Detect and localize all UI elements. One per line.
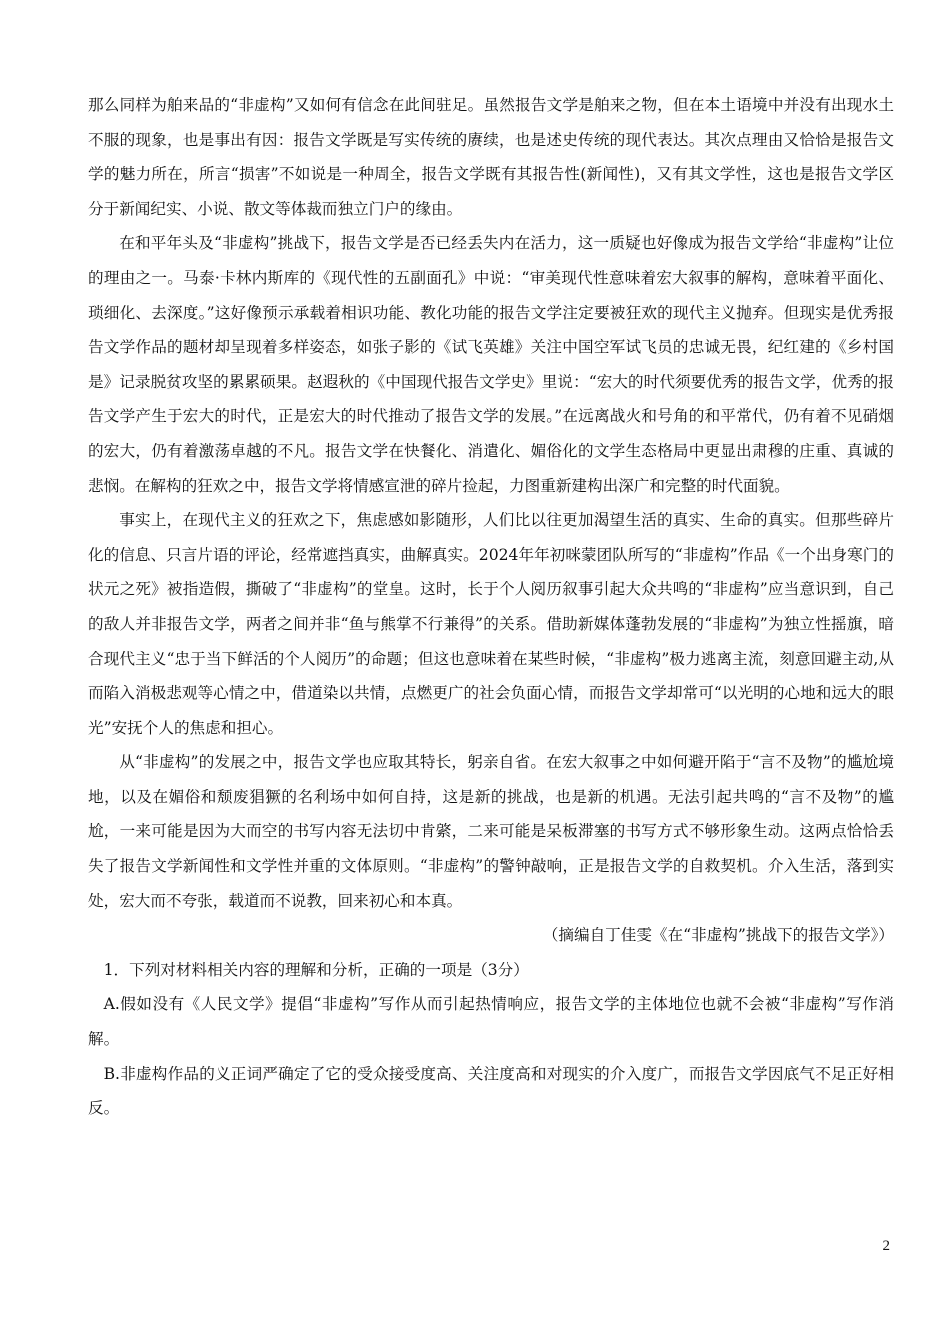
document-page — [88, 88, 894, 1126]
article-paragraph-3: 事实上，在现代主义的狂欢之下，焦虑感如影随形，人们比以往更加渴望生活的真实、生命的真实。但那些碎片化的信息、只言片语的评论，经常遮挡真实，曲解真实。2024年年初咪蒙团队所写的“非虚构”作品《一个出身寒门的状元之死》被指造假，撕破了“非虚构”的堂皇。这时，长于个人阅历叙事引起大众共鸣的“非虚构”应当意识到，自己的敌人并非报告文学，两者之间并非“鱼与熊掌不行兼得”的关系。借助新媒体蓬勃发展的“非虚构”为独立性摇旗，暗合现代主义“忠于当下鲜活的个人阅历”的命题；但这也意味着在某些时候，“非虚构”极力逃离主流，刻意回避主动,从而陷入消极悲观等心情之中，借道染以共情，点燃更广的社会负面心情，而报告文学却常可“以光明的心地和远大的眼光”安抚个人的焦虑和担心。 — [88, 511, 894, 737]
article-paragraph-1: 那么同样为舶来品的“非虚构”又如何有信念在此间驻足。虽然报告文学是舶来之物，但在本土语境中并没有出现水土不服的现象，也是事出有因：报告文学既是写实传统的赓续，也是述史传统的现代表达。其次点理由又恰恰是报告文学的魅力所在，所言“损害”不如说是一种周全，报告文学既有其报告性(新闻性)，又有其文学性，这也是报告文学区分于新闻纪实、小说、散文等体裁而独立门户的缘由。 — [88, 96, 894, 218]
page-number: 2 — [882, 1238, 890, 1254]
question-option-a: A.假如没有《人民文学》提倡“非虚构”写作从而引起热情响应，报告文学的主体地位也就不会被“非虚构”写作消解。 — [88, 995, 894, 1049]
article-paragraph-2: 在和平年头及“非虚构”挑战下，报告文学是否已经丢失内在活力，这一质疑也好像成为报告文学给“非虚构”让位的理由之一。马泰·卡林内斯库的《现代性的五副面孔》中说：“审美现代性意味着宏大叙事的解构，意味着平面化、琐细化、去深度。”这好像预示承载着相识功能、教化功能的报告文学注定要被狂欢的现代主义抛弃。但现实是优秀报告文学作品的题材却呈现着多样姿态，如张子影的《试飞英雄》关注中国空军试飞员的忠诚无畏，纪红建的《乡村国是》记录脱贫攻坚的累累硕果。赵遐秋的《中国现代报告文学史》里说：“宏大的时代须要优秀的报告文学，优秀的报告文学产生于宏大的时代，正是宏大的时代推动了报告文学的发展。”在远离战火和号角的和平常代，仍有着不见硝烟的宏大，仍有着激荡卓越的不凡。报告文学在快餐化、消遣化、媚俗化的文学生态格局中更显出肃穆的庄重、真诚的悲悯。在解构的狂欢之中，报告文学将情感宣泄的碎片捡起，力图重新建构出深广和完整的时代面貌。 — [88, 234, 894, 495]
question-option-b: B.非虚构作品的义正词严确定了它的受众接受度高、关注度高和对现实的介入度广，而报告文学因底气不足正好相反。 — [88, 1064, 894, 1118]
article-paragraph-4: 从“非虚构”的发展之中，报告文学也应取其特长，躬亲自省。在宏大叙事之中如何避开陷于“言不及物”的尴尬境地，以及在媚俗和颓废猖獗的名利场中如何自持，这是新的挑战，也是新的机遇。无法引起共鸣的“言不及物”的尴尬，一来可能是因为大而空的书写内容无法切中肯綮，二来可能是呆板滞塞的书写方式不够形象生动。这两点恰恰丢失了报告文学新闻性和文学性并重的文体原则。“非虚构”的警钟敲响，正是报告文学的自救契机。介入生活，落到实处，宏大而不夸张，载道而不说教，回来初心和本真。 — [88, 753, 894, 910]
article-source: （摘编自丁佳雯《在“非虚构”挑战下的报告文学》） — [542, 926, 894, 945]
question-stem: 1．下列对材料相关内容的理解和分析，正确的一项是（3分） — [103, 960, 529, 979]
